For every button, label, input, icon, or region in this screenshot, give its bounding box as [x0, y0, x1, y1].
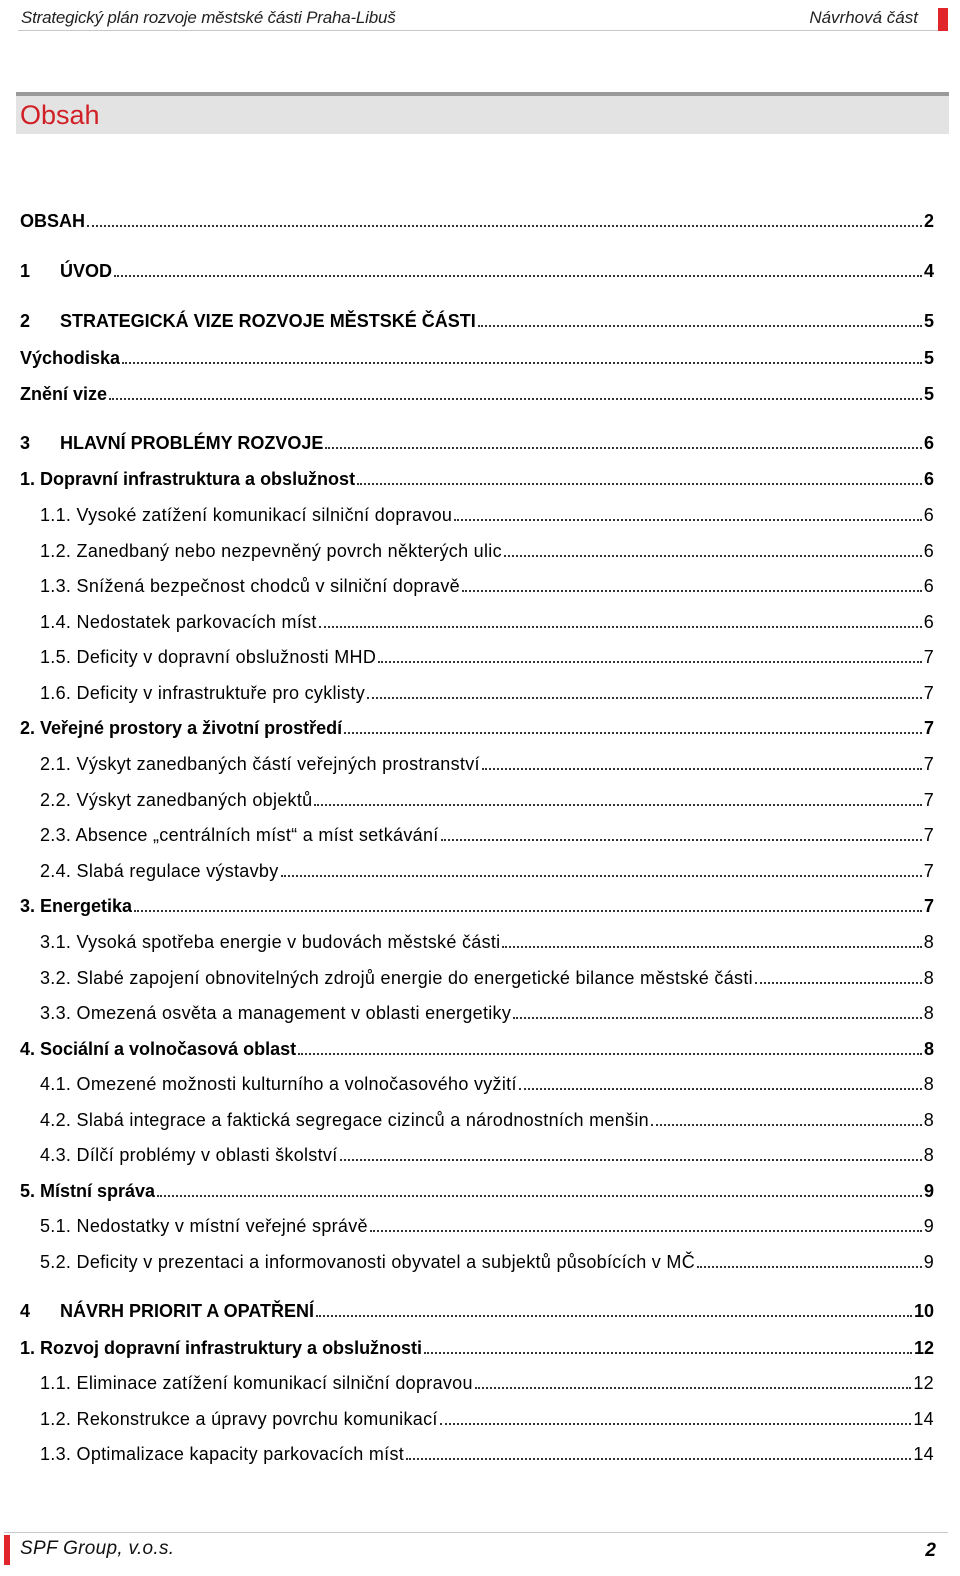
toc-entry-page: 7 — [923, 790, 934, 810]
toc-entry-title: 3.1. Vysoká spotřeba energie v budovách městské části — [40, 932, 501, 952]
toc-entry[interactable] — [40, 680, 934, 704]
toc-entry-page: 7 — [923, 861, 934, 881]
toc-entry-page: 8 — [923, 1074, 934, 1094]
toc-entry-title: ÚVOD — [60, 261, 113, 281]
toc-dot-leader — [298, 1053, 922, 1055]
toc-dot-leader — [440, 1423, 912, 1425]
toc-entry-title: 5. Místní správa — [20, 1181, 156, 1201]
toc-dot-leader — [454, 519, 921, 521]
toc-entry[interactable] — [40, 609, 934, 633]
toc-entry-page: 6 — [923, 576, 934, 596]
toc-dot-leader — [406, 1458, 911, 1460]
toc-entry[interactable] — [40, 751, 934, 775]
toc-entry-page: 8 — [923, 968, 934, 988]
toc-entry-title: 1.2. Rekonstrukce a úpravy povrchu komunikací — [40, 1409, 438, 1429]
toc-entry[interactable] — [20, 308, 934, 332]
header-document-title: Strategický plán rozvoje městské části Praha-Libuš — [21, 8, 396, 27]
toc-entry[interactable] — [40, 573, 934, 597]
toc-entry-page: 5 — [923, 311, 934, 331]
toc-entry-page: 8 — [923, 1039, 934, 1059]
toc-dot-leader — [424, 1352, 912, 1354]
toc-dot-leader — [325, 447, 922, 449]
toc-entry-page: 7 — [923, 718, 934, 738]
toc-entry-title: OBSAH — [20, 211, 86, 231]
toc-entry-page: 5 — [923, 384, 934, 404]
page-footer — [4, 1532, 948, 1569]
toc-entry[interactable] — [40, 1370, 934, 1394]
toc-entry-title: 4.1. Omezené možnosti kulturního a volnočasového vyžití — [40, 1074, 517, 1094]
toc-entry[interactable] — [40, 1107, 934, 1131]
toc-entry-page: 9 — [923, 1181, 934, 1201]
toc-dot-leader — [122, 362, 922, 364]
toc-entry[interactable] — [40, 929, 934, 953]
toc-entry-page: 9 — [923, 1216, 934, 1236]
toc-entry-title: Východiska — [20, 348, 121, 368]
toc-dot-leader — [114, 275, 922, 277]
toc-entry-title: 1. Dopravní infrastruktura a obslužnost — [20, 469, 356, 489]
toc-entry-page: 14 — [913, 1409, 934, 1429]
toc-dot-leader — [482, 768, 922, 770]
toc-entry-page: 12 — [913, 1373, 934, 1393]
toc-dot-leader — [504, 555, 922, 557]
toc-entry[interactable] — [40, 1213, 934, 1237]
toc-entry[interactable] — [40, 858, 934, 882]
toc-entry-title: 4.3. Dílčí problémy v oblasti školství — [40, 1145, 338, 1165]
toc-entry-page: 7 — [923, 896, 934, 916]
toc-dot-leader — [370, 1230, 922, 1232]
toc-entry-page: 9 — [923, 1252, 934, 1272]
toc-entry-page: 8 — [923, 1110, 934, 1130]
toc-entry-page: 7 — [923, 754, 934, 774]
toc-dot-leader — [378, 661, 922, 663]
toc-entry[interactable] — [20, 1178, 934, 1202]
toc-entry-title: 3.2. Slabé zapojení obnovitelných zdrojů energie do energetické bilance městské části — [40, 968, 753, 988]
toc-dot-leader — [314, 804, 921, 806]
toc-entry-title: 1.1. Vysoké zatížení komunikací silniční dopravou — [40, 505, 453, 525]
toc-entry-page: 10 — [913, 1301, 934, 1321]
footer-company-name: SPF Group, v.o.s. — [20, 1538, 175, 1559]
toc-dot-leader — [340, 1159, 922, 1161]
toc-entry-title: 1.4. Nedostatek parkovacích míst — [40, 612, 317, 632]
header-section-name: Návrhová část — [809, 8, 918, 27]
toc-entry-title: 1.3. Optimalizace kapacity parkovacích míst — [40, 1444, 405, 1464]
toc-dot-leader — [651, 1124, 922, 1126]
toc-dot-leader — [87, 225, 922, 227]
toc-dot-leader — [441, 839, 922, 841]
toc-entry[interactable] — [20, 430, 934, 454]
toc-entry-page: 6 — [923, 469, 934, 489]
toc-entry-title: NÁVRH PRIORIT A OPATŘENÍ — [60, 1301, 315, 1321]
toc-entry[interactable] — [20, 1298, 934, 1322]
toc-entry-page: 6 — [923, 433, 934, 453]
section-title-band — [16, 92, 949, 134]
toc-entry-title: 1.1. Eliminace zatížení komunikací silniční dopravou — [40, 1373, 473, 1393]
toc-entry[interactable] — [40, 787, 934, 811]
toc-entry-page: 6 — [923, 541, 934, 561]
toc-dot-leader — [157, 1195, 922, 1197]
toc-entry[interactable] — [20, 258, 934, 282]
toc-entry[interactable] — [20, 1036, 934, 1060]
header-red-marker — [938, 8, 948, 31]
footer-page-number: 2 — [925, 1540, 936, 1561]
toc-entry[interactable] — [40, 1142, 934, 1166]
toc-entry-page: 7 — [923, 683, 934, 703]
page-title: Obsah — [20, 100, 100, 130]
toc-entry-title: HLAVNÍ PROBLÉMY ROZVOJE — [60, 433, 324, 453]
toc-entry-title: 3. Energetika — [20, 896, 133, 916]
toc-entry[interactable] — [20, 1335, 934, 1359]
toc-dot-leader — [109, 398, 922, 400]
toc-entry-page: 7 — [923, 647, 934, 667]
toc-entry[interactable] — [20, 893, 934, 917]
toc-entry[interactable] — [40, 502, 934, 526]
toc-dot-leader — [367, 697, 922, 699]
toc-entry-title: 2.2. Výskyt zanedbaných objektů — [40, 790, 313, 810]
toc-entry-number: 2 — [20, 311, 31, 331]
toc-entry-number: 4 — [20, 1301, 31, 1321]
toc-dot-leader — [316, 1315, 912, 1317]
toc-entry[interactable] — [40, 965, 934, 989]
toc-entry[interactable] — [40, 1000, 934, 1024]
toc-entry-title: STRATEGICKÁ VIZE ROZVOJE MĚSTSKÉ ČÁSTI — [60, 311, 476, 331]
toc-dot-leader — [134, 910, 922, 912]
toc-entry[interactable] — [40, 644, 934, 668]
toc-entry-page: 6 — [923, 612, 934, 632]
toc-entry-page: 7 — [923, 825, 934, 845]
toc-entry-title: 2. Veřejné prostory a životní prostředí — [20, 718, 343, 738]
toc-dot-leader — [319, 626, 922, 628]
toc-dot-leader — [462, 590, 922, 592]
page-header — [18, 6, 948, 31]
toc-entry-title: 1.3. Snížená bezpečnost chodců v silniční dopravě — [40, 576, 460, 596]
toc-entry-title: 2.1. Výskyt zanedbaných částí veřejných prostranství — [40, 754, 480, 774]
toc-dot-leader — [344, 732, 922, 734]
toc-entry-title: 1.2. Zanedbaný nebo nezpevněný povrch některých ulic — [40, 541, 502, 561]
toc-dot-leader — [513, 1017, 922, 1019]
toc-entry-number: 1 — [20, 261, 31, 281]
toc-entry-title: 4. Sociální a volnočasová oblast — [20, 1039, 297, 1059]
toc-entry-title: 2.3. Absence „centrálních míst“ a míst setkávání — [40, 825, 439, 845]
toc-entry[interactable] — [40, 822, 934, 846]
toc-entry-title: 1. Rozvoj dopravní infrastruktury a obslužnosti — [20, 1338, 423, 1358]
toc-entry-page: 14 — [913, 1444, 934, 1464]
toc-entry-title: 1.6. Deficity v infrastruktuře pro cyklisty — [40, 683, 365, 703]
toc-dot-leader — [697, 1266, 922, 1268]
footer-red-marker — [4, 1535, 10, 1565]
toc-dot-leader — [478, 325, 922, 327]
toc-entry-page: 2 — [923, 211, 934, 231]
toc-entry[interactable] — [20, 715, 934, 739]
toc-entry-title: 2.4. Slabá regulace výstavby — [40, 861, 279, 881]
toc-entry-page: 8 — [923, 932, 934, 952]
toc-entry[interactable] — [20, 466, 934, 490]
toc-entry-title: 5.2. Deficity v prezentaci a informovanosti obyvatel a subjektů působících v MČ — [40, 1252, 695, 1272]
toc-entry-page: 12 — [913, 1338, 934, 1358]
toc-entry-number: 3 — [20, 433, 31, 453]
toc-entry[interactable] — [40, 1071, 934, 1095]
toc-entry[interactable] — [40, 1249, 934, 1273]
toc-dot-leader — [475, 1387, 912, 1389]
toc-entry-page: 5 — [923, 348, 934, 368]
toc-dot-leader — [755, 982, 922, 984]
toc-entry-title: 3.3. Omezená osvěta a management v oblasti energetiky — [40, 1003, 512, 1023]
toc-entry-page: 8 — [923, 1145, 934, 1165]
toc-entry[interactable] — [20, 208, 934, 232]
toc-entry-title: 1.5. Deficity v dopravní obslužnosti MHD — [40, 647, 377, 667]
toc-entry-title: 5.1. Nedostatky v místní veřejné správě — [40, 1216, 368, 1236]
toc-entry[interactable] — [20, 345, 934, 369]
toc-entry-title: Znění vize — [20, 384, 108, 404]
toc-entry-title: 4.2. Slabá integrace a faktická segregace cizinců a národnostních menšin — [40, 1110, 649, 1130]
toc-entry[interactable] — [40, 1441, 934, 1465]
toc-entry[interactable] — [40, 538, 934, 562]
toc-dot-leader — [281, 875, 922, 877]
toc-entry-page: 4 — [923, 261, 934, 281]
toc-dot-leader — [519, 1088, 922, 1090]
toc-dot-leader — [502, 946, 921, 948]
toc-entry-page: 6 — [923, 505, 934, 525]
toc-entry[interactable] — [40, 1406, 934, 1430]
toc-entry-page: 8 — [923, 1003, 934, 1023]
toc-dot-leader — [357, 483, 922, 485]
toc-entry[interactable] — [20, 381, 934, 405]
